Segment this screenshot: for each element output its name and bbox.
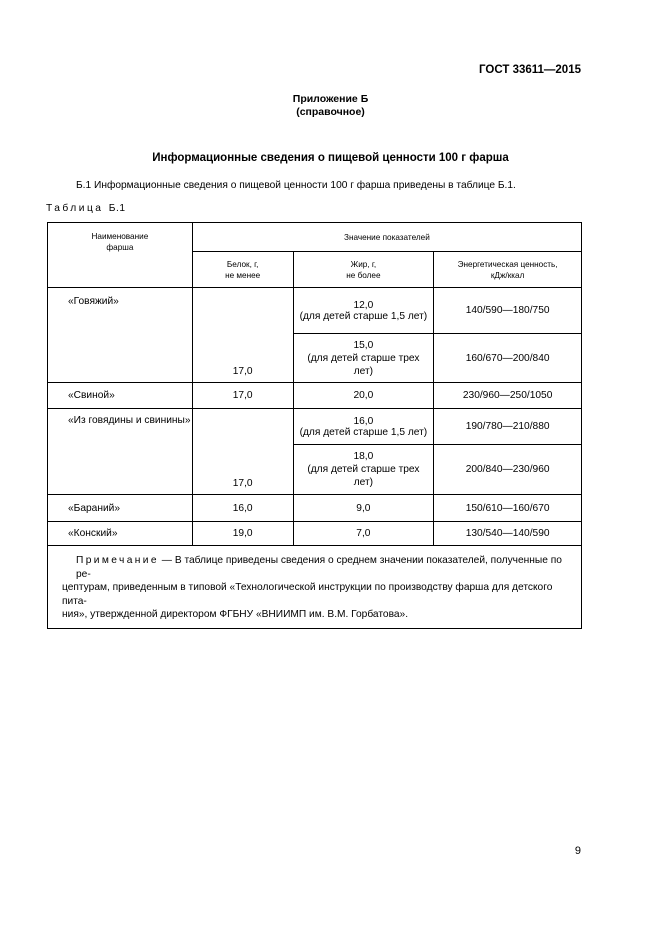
cell-name: «Бараний» bbox=[48, 495, 193, 522]
table-caption bbox=[46, 203, 125, 214]
note-line: ния», утвержденной директором ФГБНУ «ВНИИМП им. В.М. Горбатова». bbox=[62, 609, 409, 620]
cell-fat: 7,0 bbox=[293, 522, 434, 546]
table-note-row bbox=[48, 546, 582, 629]
table-row bbox=[48, 288, 582, 334]
header-group: Значение показателей bbox=[192, 223, 581, 252]
cell-energy: 160/670—200/840 bbox=[434, 334, 582, 383]
section-heading: Информационные сведения о пищевой ценности 100 г фарша bbox=[152, 152, 509, 164]
cell-energy: 130/540—140/590 bbox=[434, 522, 582, 546]
table-row bbox=[48, 409, 582, 445]
cell-fat: 12,0 (для детей старше 1,5 лет) bbox=[293, 288, 434, 334]
cell-protein: 17,0 bbox=[192, 288, 293, 383]
page-number: 9 bbox=[574, 845, 581, 857]
cell-fat: 16,0 (для детей старше 1,5 лет) bbox=[293, 409, 434, 445]
cell-fat: 15,0 (для детей старше трех лет) bbox=[293, 334, 434, 383]
cell-energy: 200/840—230/960 bbox=[434, 445, 582, 495]
cell-name: «Свиной» bbox=[48, 383, 193, 409]
table-header-row bbox=[48, 223, 582, 252]
nutrition-table bbox=[47, 222, 582, 629]
appendix-title: Приложение Б bbox=[292, 93, 369, 105]
cell-name: «Говяжий» bbox=[48, 288, 193, 383]
intro-paragraph: Б.1 Информационные сведения о пищевой ценности 100 г фарша приведены в таблице Б.1. bbox=[76, 180, 516, 191]
cell-protein: 17,0 bbox=[192, 383, 293, 409]
table-row bbox=[48, 383, 582, 409]
cell-energy: 230/960—250/1050 bbox=[434, 383, 582, 409]
cell-energy: 140/590—180/750 bbox=[434, 288, 582, 334]
note-label: Примечание bbox=[76, 555, 159, 566]
cell-fat: 9,0 bbox=[293, 495, 434, 522]
header-protein: Белок, г, не менее bbox=[192, 252, 293, 288]
standard-designation: ГОСТ 33611—2015 bbox=[479, 64, 581, 76]
appendix-kind: (справочное) bbox=[296, 106, 365, 118]
note-line: цептурам, приведенным в типовой «Технологической инструкции по производству фарша для детского пита- bbox=[62, 582, 553, 607]
cell-protein: 17,0 bbox=[192, 409, 293, 495]
cell-fat: 18,0 (для детей старше трех лет) bbox=[293, 445, 434, 495]
cell-fat: 20,0 bbox=[293, 383, 434, 409]
cell-protein: 16,0 bbox=[192, 495, 293, 522]
cell-energy: 150/610—160/670 bbox=[434, 495, 582, 522]
table-row bbox=[48, 522, 582, 546]
table-row bbox=[48, 495, 582, 522]
cell-protein: 19,0 bbox=[192, 522, 293, 546]
cell-energy: 190/780—210/880 bbox=[434, 409, 582, 445]
header-fat: Жир, г, не более bbox=[293, 252, 434, 288]
header-name: Наименование фарша bbox=[48, 223, 193, 288]
table-note bbox=[48, 546, 582, 629]
header-energy: Энергетическая ценность, кДж/ккал bbox=[434, 252, 582, 288]
cell-name: «Из говядины и свинины» bbox=[48, 409, 193, 495]
table-caption-label: Таблица bbox=[46, 203, 104, 214]
note-text: — В таблице приведены сведения о среднем значении показателей, полученные по ре- bbox=[76, 555, 562, 580]
cell-name: «Конский» bbox=[48, 522, 193, 546]
table-caption-number: Б.1 bbox=[108, 203, 126, 214]
